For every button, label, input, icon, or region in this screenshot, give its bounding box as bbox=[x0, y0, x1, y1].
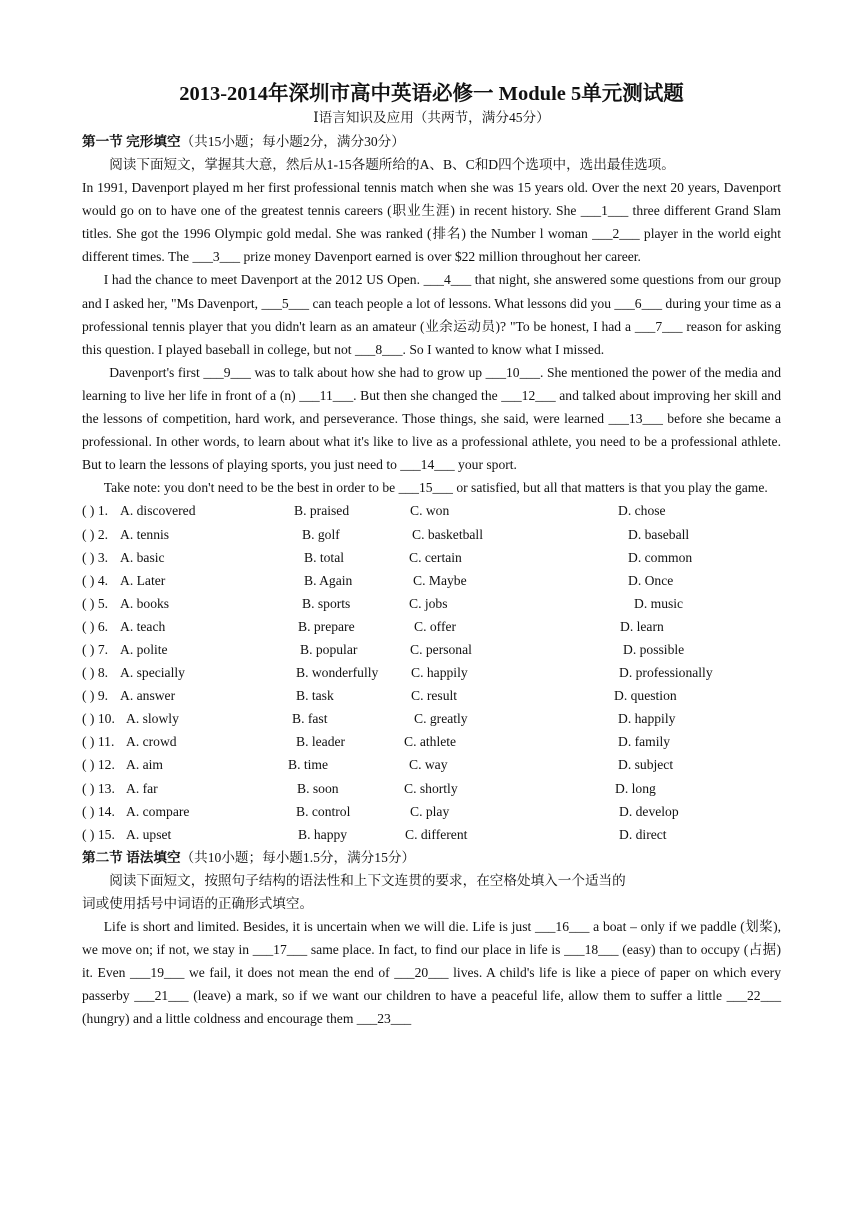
option-b: B. time bbox=[288, 757, 329, 773]
option-row bbox=[82, 777, 781, 800]
question-number: ( ) 6. bbox=[82, 618, 109, 634]
section1-heading-bold: 第一节 完形填空 bbox=[82, 134, 181, 149]
question-number: ( ) 8. bbox=[82, 665, 109, 681]
option-b: B. popular bbox=[300, 641, 358, 657]
option-a: A. slowly bbox=[126, 711, 179, 727]
options-list bbox=[82, 499, 781, 845]
option-b: B. golf bbox=[302, 526, 340, 542]
cloze-paragraph-2: I had the chance to meet Davenport at the 2012 US Open. ___4___ that night, she answered some questions from our group and I asked her, "Ms Davenport, ___5___ can teach people a lot of lessons. What lessons did you ___6___ during your time as a professional tennis player that you didn't learn as an amateur (业余运动员)? "To be honest, I had a ___7___ reason for asking this question. I played baseball in college, but not ___8___. So I wanted to know what I missed. bbox=[82, 272, 781, 357]
option-a: A. crowd bbox=[126, 734, 177, 750]
option-b: B. praised bbox=[294, 503, 350, 519]
option-d: D. baseball bbox=[628, 526, 690, 542]
option-b: B. control bbox=[296, 803, 351, 819]
option-c: C. Maybe bbox=[413, 572, 467, 588]
option-c: C. won bbox=[410, 503, 450, 519]
option-c: C. play bbox=[410, 803, 450, 819]
option-c: C. certain bbox=[409, 549, 462, 565]
option-d: D. family bbox=[618, 734, 671, 750]
option-a: A. teach bbox=[120, 618, 166, 634]
option-b: B. leader bbox=[296, 734, 346, 750]
option-row bbox=[82, 615, 781, 638]
question-number: ( ) 15. bbox=[82, 826, 115, 842]
option-a: A. far bbox=[126, 780, 158, 796]
option-d: D. develop bbox=[619, 803, 679, 819]
section2-heading-bold: 第二节 语法填空 bbox=[82, 849, 181, 865]
option-a: A. compare bbox=[126, 803, 190, 819]
option-row bbox=[82, 569, 781, 592]
option-d: D. subject bbox=[618, 757, 674, 773]
option-d: D. question bbox=[614, 688, 677, 704]
option-row bbox=[82, 499, 781, 522]
option-row bbox=[82, 707, 781, 730]
option-row bbox=[82, 638, 781, 661]
option-row bbox=[82, 730, 781, 753]
option-d: D. professionally bbox=[619, 665, 713, 681]
option-c: C. result bbox=[411, 688, 458, 704]
option-c: C. shortly bbox=[404, 780, 458, 796]
question-number: ( ) 11. bbox=[82, 734, 115, 750]
option-c: C. personal bbox=[410, 641, 472, 657]
question-number: ( ) 2. bbox=[82, 526, 109, 542]
option-d: D. chose bbox=[618, 503, 666, 519]
option-a: A. basic bbox=[120, 549, 165, 565]
option-b: B. happy bbox=[298, 826, 348, 842]
question-number: ( ) 4. bbox=[82, 572, 109, 588]
option-c: C. jobs bbox=[409, 595, 448, 611]
question-number: ( ) 10. bbox=[82, 711, 115, 727]
question-number: ( ) 3. bbox=[82, 549, 109, 565]
option-d: D. common bbox=[628, 549, 693, 565]
section1-heading-rest: （共15小题；每小题2分，满分30分） bbox=[180, 134, 405, 149]
option-c: C. way bbox=[409, 757, 448, 773]
option-a: A. upset bbox=[126, 826, 172, 842]
option-row bbox=[82, 753, 781, 776]
question-number: ( ) 5. bbox=[82, 595, 109, 611]
option-d: D. Once bbox=[628, 572, 674, 588]
option-a: A. books bbox=[120, 595, 170, 611]
section2-instruction-line1: 阅读下面短文，按照句子结构的语法性和上下文连贯的要求，在空格处填入一个适当的 bbox=[109, 872, 626, 888]
section2-instruction-line2: 词或使用括号中词语的正确形式填空。 bbox=[82, 895, 314, 911]
section1-heading bbox=[82, 130, 781, 153]
grammar-paragraph: Life is short and limited. Besides, it is uncertain when we will die. Life is just ___16___ a boat – only if we paddle (划桨), we move on; if not, we stay in ___17___ same place. In fact, to find our place in life is ___18___ (easy) than to occupy (占据) it. Even ___19___ we fail, it does not mean the end of ___20___ lives. A child's life is like a piece of paper on which every passerby ___21___ (leave) a mark, so if we want our children to have a peaceful life, allow them to suffer a little ___22___ (hungry) and a little coldness and encourage them ___23___ bbox=[82, 919, 781, 1027]
section2-heading bbox=[82, 846, 781, 869]
option-row bbox=[82, 546, 781, 569]
option-d: D. learn bbox=[620, 618, 664, 634]
option-row bbox=[82, 684, 781, 707]
option-a: A. polite bbox=[120, 641, 168, 657]
option-d: D. happily bbox=[618, 711, 676, 727]
cloze-paragraph-1: In 1991, Davenport played m her first professional tennis match when she was 15 years old. Over the next 20 years, Davenport would go on to have one of the greatest tennis careers (职业生涯) in recent history. She ___1___ three different Grand Slam titles. She got the 1996 Olympic gold medal. She was ranked (排名) the Number l woman ___2___ player in the world eight different times. The ___3___ prize money Davenport earned is over $22 million throughout her career. bbox=[82, 180, 781, 265]
section1-instruction: 阅读下面短文，掌握其大意，然后从1-15各题所给的A、B、C和D四个选项中，选出最佳选项。 bbox=[109, 157, 675, 172]
option-a: A. Later bbox=[120, 572, 166, 588]
option-b: B. wonderfully bbox=[296, 665, 379, 681]
question-number: ( ) 7. bbox=[82, 641, 109, 657]
option-a: A. discovered bbox=[120, 503, 196, 519]
option-row bbox=[82, 800, 781, 823]
option-b: B. total bbox=[304, 549, 345, 565]
question-number: ( ) 13. bbox=[82, 780, 115, 796]
option-a: A. answer bbox=[120, 688, 176, 704]
part-subtitle: Ⅰ语言知识及应用（共两节，满分45分） bbox=[313, 110, 550, 125]
option-c: C. offer bbox=[414, 618, 457, 634]
section2-heading-rest: （共10小题；每小题1.5分，满分15分） bbox=[180, 849, 416, 865]
option-b: B. sports bbox=[302, 595, 351, 611]
option-b: B. task bbox=[296, 688, 334, 704]
option-d: D. long bbox=[615, 780, 656, 796]
option-c: C. happily bbox=[411, 665, 468, 681]
option-a: A. aim bbox=[126, 757, 163, 773]
page-title: 2013-2014年深圳市高中英语必修一 Module 5单元测试题 bbox=[179, 83, 684, 105]
option-d: D. direct bbox=[619, 826, 667, 842]
question-number: ( ) 12. bbox=[82, 757, 115, 773]
question-number: ( ) 1. bbox=[82, 503, 109, 519]
question-number: ( ) 9. bbox=[82, 688, 109, 704]
option-row bbox=[82, 592, 781, 615]
option-d: D. possible bbox=[623, 641, 685, 657]
option-row bbox=[82, 661, 781, 684]
option-a: A. tennis bbox=[120, 526, 170, 542]
question-number: ( ) 14. bbox=[82, 803, 115, 819]
option-row bbox=[82, 823, 781, 846]
cloze-paragraph-4: Take note: you don't need to be the best in order to be ___15___ or satisfied, but all that matters is that you play the game. bbox=[103, 480, 768, 496]
cloze-paragraph-3: Davenport's first ___9___ was to talk about how she had to grow up ___10___. She mentioned the power of the media and learning to live her life in front of a (n) ___11___. But then she changed the ___12___ and talked about improving her skill and the lessons of competition, hard work, and perseverance. Those things, she said, were learned ___13___ before she became a professional. In other words, to learn about what it's like to live as a professional athlete, you need to be a professional athlete. But to learn the lessons of playing sports, you just need to ___14___ your sport. bbox=[82, 364, 781, 473]
option-row bbox=[82, 523, 781, 546]
option-a: A. specially bbox=[120, 665, 185, 681]
option-b: B. soon bbox=[297, 780, 339, 796]
option-c: C. basketball bbox=[412, 526, 483, 542]
option-d: D. music bbox=[634, 595, 684, 611]
option-b: B. Again bbox=[304, 572, 353, 588]
option-b: B. prepare bbox=[298, 618, 355, 634]
exam-page bbox=[82, 80, 781, 1030]
option-c: C. athlete bbox=[404, 734, 457, 750]
option-c: C. greatly bbox=[414, 711, 468, 727]
option-c: C. different bbox=[405, 826, 468, 842]
option-b: B. fast bbox=[292, 711, 328, 727]
